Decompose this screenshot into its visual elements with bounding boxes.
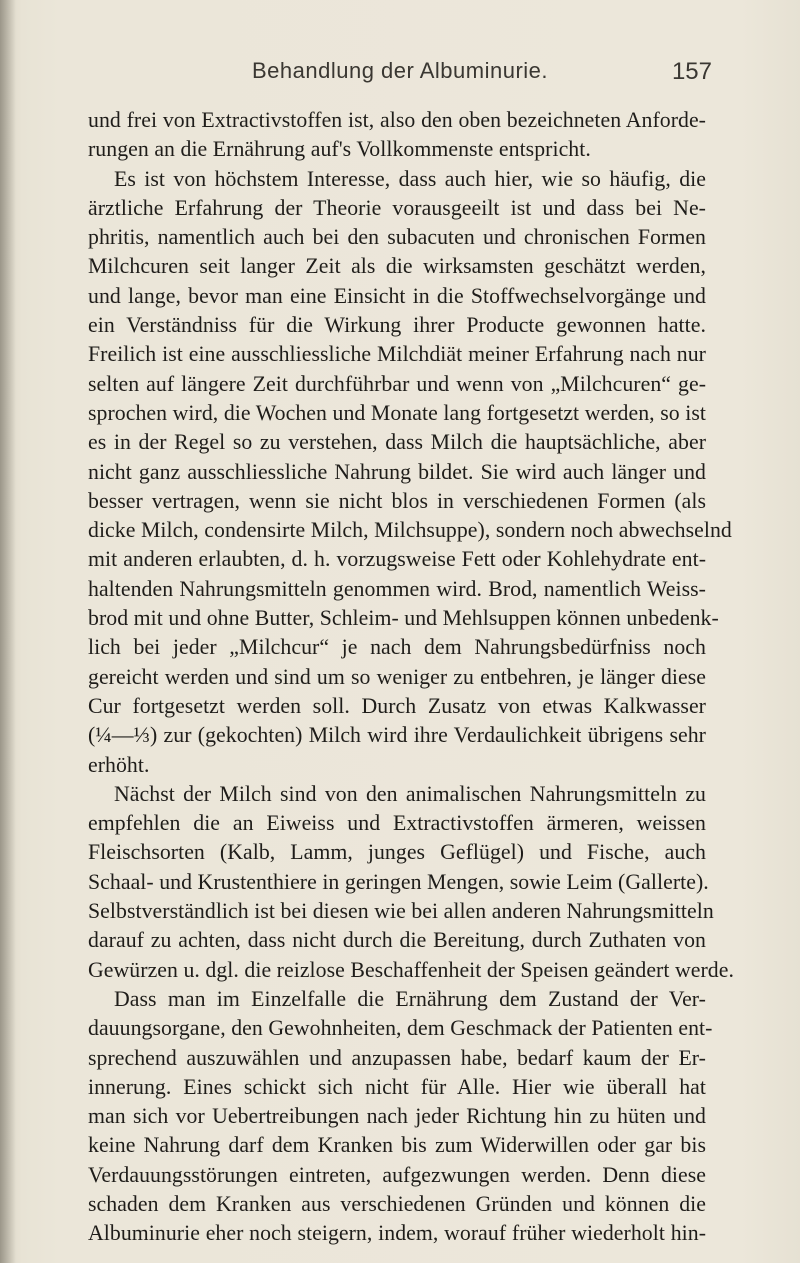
text-line: gereicht werden und sind um so weniger zu entbehren, je länger diese — [88, 664, 706, 689]
text-line: Albuminurie eher noch steigern, indem, worauf früher wiederholt hin- — [88, 1221, 706, 1246]
text-line: besser vertragen, wenn sie nicht blos in verschiedenen Formen (als — [88, 488, 706, 513]
text-line: Verdauungsstörungen eintreten, aufgezwungen werden. Denn diese — [88, 1162, 706, 1187]
text-line: (¼—⅓) zur (gekochten) Milch wird ihre Verdaulichkeit übrigens sehr — [88, 723, 706, 748]
text-line: und frei von Extractivstoffen ist, also den oben bezeichneten Anforde- — [88, 108, 706, 132]
text-line: keine Nahrung darf dem Kranken bis zum Widerwillen oder gar bis — [88, 1133, 706, 1158]
text-line: Cur fortgesetzt werden soll. Durch Zusatz von etwas Kalkwasser — [88, 693, 706, 718]
text-line: nicht ganz ausschliessliche Nahrung bildet. Sie wird auch länger und — [88, 459, 706, 484]
text-line: Selbstverständlich ist bei diesen wie bei allen anderen Nahrungsmitteln — [88, 899, 714, 924]
text-line: dicke Milch, condensirte Milch, Milchsuppe), sondern noch abwechselnd — [88, 518, 732, 543]
text-line: ein Verständniss für die Wirkung ihrer Producte gewonnen hatte. — [88, 313, 706, 338]
text-line: Gewürzen u. dgl. die reizlose Beschaffenheit der Speisen geändert werde. — [88, 957, 734, 982]
text-line: rungen an die Ernährung auf's Vollkommenste entspricht. — [88, 137, 591, 162]
text-line: Milchcuren seit langer Zeit als die wirksamsten geschätzt werden, — [88, 254, 706, 279]
page-number: 157 — [671, 58, 712, 85]
text-line: Es ist von höchstem Interesse, dass auch hier, wie so häufig, die — [114, 166, 706, 191]
text-line: phritis, namentlich auch bei den subacuten und chronischen Formen — [88, 225, 706, 250]
text-line: sprochen wird, die Wochen und Monate lang fortgesetzt werden, so ist — [88, 400, 706, 425]
text-line: Fleischsorten (Kalb, Lamm, junges Geflügel) und Fische, auch — [88, 840, 706, 865]
text-line: und lange, bevor man eine Einsicht in die Stoffwechselvorgänge und — [88, 283, 706, 308]
text-line: Dass man im Einzelfalle die Ernährung dem Zustand der Ver- — [114, 986, 706, 1011]
body-text — [88, 106, 734, 1249]
text-line: schaden dem Kranken aus verschiedenen Gründen und können die — [88, 1191, 706, 1216]
text-line: es in der Regel so zu verstehen, dass Milch die hauptsächliche, aber — [88, 430, 706, 455]
text-line: Schaal- und Krustenthiere in geringen Mengen, sowie Leim (Gallerte). — [88, 869, 709, 894]
text-line: Freilich ist eine ausschliessliche Milchdiät meiner Erfahrung nach nur — [88, 342, 706, 367]
text-line: darauf zu achten, dass nicht durch die Bereitung, durch Zuthaten von — [88, 928, 706, 953]
text-line: innerung. Eines schickt sich nicht für Alle. Hier wie überall hat — [88, 1074, 706, 1099]
text-line: empfehlen die an Eiweiss und Extractivstoffen ärmeren, weissen — [88, 811, 706, 836]
running-head — [0, 58, 800, 94]
text-line: brod mit und ohne Butter, Schleim- und Mehlsuppen können unbedenk- — [88, 606, 719, 631]
running-title: Behandlung der Albuminurie. — [251, 58, 549, 83]
text-line: Nächst der Milch sind von den animalischen Nahrungsmitteln zu — [114, 781, 706, 806]
text-line: ärztliche Erfahrung der Theorie vorausgeeilt ist und dass bei Ne- — [88, 195, 706, 220]
text-line: lich bei jeder „Milchcur“ je nach dem Nahrungsbedürfniss noch — [88, 635, 706, 660]
text-line: dauungsorgane, den Gewohnheiten, dem Geschmack der Patienten ent- — [88, 1016, 713, 1041]
binding-shadow — [0, 0, 16, 1263]
text-line: sprechend auszuwählen und anzupassen habe, bedarf kaum der Er- — [88, 1045, 706, 1070]
text-line: erhöht. — [88, 752, 150, 777]
text-line: haltenden Nahrungsmitteln genommen wird. Brod, namentlich Weiss- — [88, 576, 706, 601]
text-line: man sich vor Uebertreibungen nach jeder Richtung hin zu hüten und — [88, 1104, 706, 1129]
text-line: mit anderen erlaubten, d. h. vorzugsweise Fett oder Kohlehydrate ent- — [88, 547, 706, 572]
text-line: selten auf längere Zeit durchführbar und wenn von „Milchcuren“ ge- — [88, 371, 706, 396]
